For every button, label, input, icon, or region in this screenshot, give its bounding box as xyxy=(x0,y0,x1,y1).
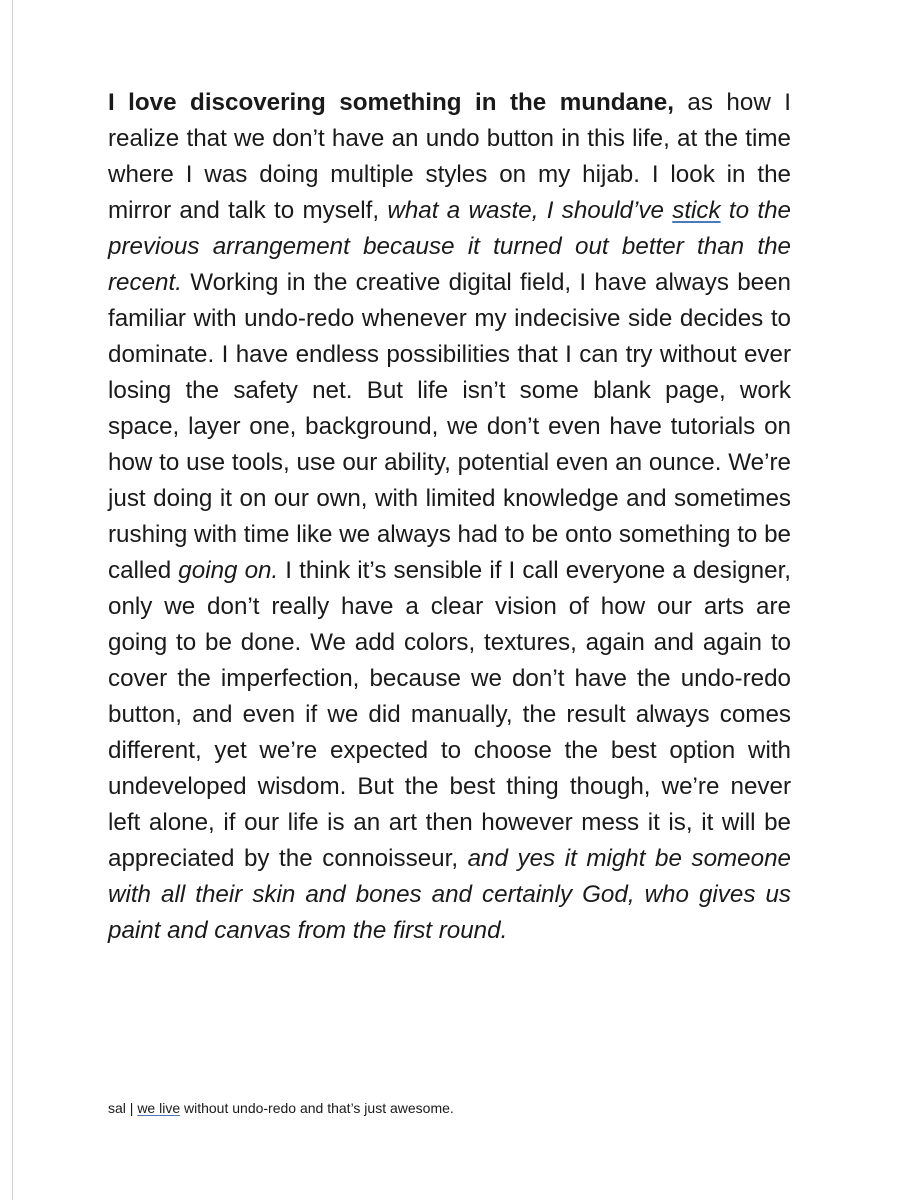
signature-link[interactable]: we live xyxy=(137,1100,181,1116)
signature-author: sal | xyxy=(108,1100,138,1116)
essay-lead-sentence: I love discovering something in the mundane, xyxy=(108,89,674,116)
essay-underlined-word: stick xyxy=(672,197,721,224)
essay-paragraph xyxy=(108,85,791,949)
essay-italic-2: going on. xyxy=(178,557,279,584)
essay-italic-3: and yes it might be someone with all their skin and bones and certainly God, who gives us paint and canvas from the first round. xyxy=(108,845,791,944)
essay-italic-1a: what a waste, I should’ve xyxy=(387,197,673,224)
document-page xyxy=(108,85,791,949)
essay-italic-1b: to the previous arrangement because it turned out better than the recent. xyxy=(108,197,791,296)
signature-rest: without undo-redo and that’s just awesome. xyxy=(180,1100,454,1116)
essay-text-3: I think it’s sensible if I call everyone a designer, only we don’t really have a clear vision of how our arts are going to be done. We add colors, textures, again and again to cover the imperfection, because we don’t have the undo-redo button, and even if we did manually, the result always comes different, yet we’re expected to choose the best option with undeveloped wisdom. But the best thing though, we’re never left alone, if our life is an art then however mess it is, it will be appreciated by the connoisseur, xyxy=(108,557,792,872)
signature-line xyxy=(108,1099,454,1117)
essay-text-1: as how I realize that we don’t have an undo button in this life, at the time where I was doing multiple styles on my hijab. I look in the mirror and talk to myself, xyxy=(108,89,791,224)
page-edge-divider xyxy=(12,0,13,1200)
essay-text-2: Working in the creative digital field, I have always been familiar with undo-redo whenever my indecisive side decides to dominate. I have endless possibilities that I can try without ever losing the safety net. But life isn’t some blank page, work space, layer one, background, we don’t even have tutorials on how to use tools, use our ability, potential even an ounce. We’re just doing it on our own, with limited knowledge and sometimes rushing with time like we always had to be onto something to be called xyxy=(108,269,792,584)
